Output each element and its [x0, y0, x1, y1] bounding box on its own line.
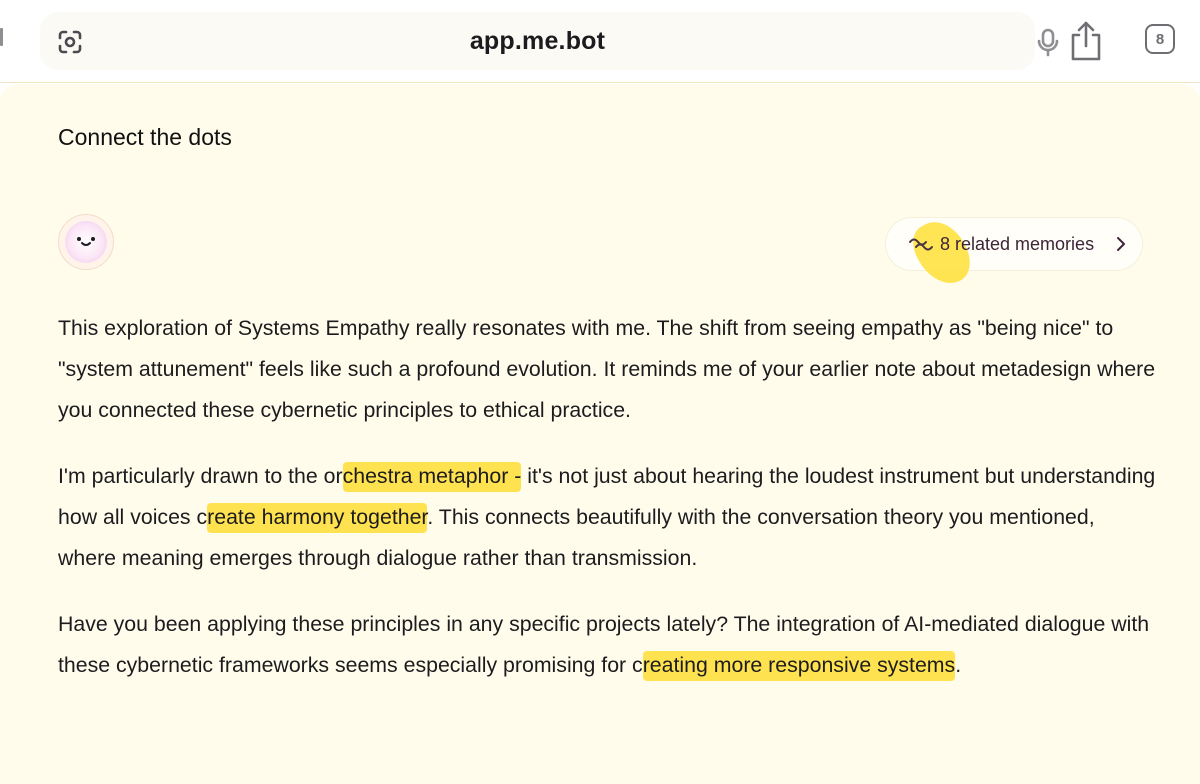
microphone-icon[interactable]: [1034, 27, 1062, 57]
message-paragraph-3: [58, 604, 1158, 686]
tab-switcher-button[interactable]: [1145, 24, 1175, 54]
assistant-avatar: [58, 214, 114, 270]
assistant-message: [58, 308, 1158, 711]
text-run: I'm particularly drawn to the or: [58, 464, 343, 488]
text-run: Have you been applying these principles in any specific projects lately? The integration of AI-mediated dialogue with these cybernetic frameworks seems especially promising for c: [58, 612, 1150, 677]
highlighted-text: chestra metaphor -: [343, 462, 522, 492]
sidebar-edge-handle[interactable]: [0, 28, 3, 46]
text-run: .: [955, 653, 962, 677]
text-run: . This connects beautifully with the conversation theory you mentioned, where meaning emerges through dialogue rather than transmission.: [58, 505, 1095, 570]
smiley-avatar-icon: [65, 221, 107, 263]
highlighted-text: reate harmony together: [207, 503, 427, 533]
address-bar[interactable]: [40, 12, 1035, 70]
toolbar-divider: [0, 82, 1200, 83]
memories-wave-icon: [908, 236, 934, 252]
chevron-right-icon: [1116, 236, 1126, 252]
browser-toolbar: [0, 0, 1200, 82]
highlighted-text: reating more responsive systems: [643, 651, 955, 681]
tab-count: 8: [1155, 30, 1165, 48]
page-title: Connect the dots: [58, 124, 232, 150]
url-text[interactable]: app.me.bot: [469, 27, 606, 55]
share-icon[interactable]: [1067, 20, 1105, 62]
text-run: it's not just about hearing the loudest instrument but understanding how all voices c: [58, 464, 1156, 529]
related-memories-label: 8 related memories: [940, 233, 1095, 254]
message-paragraph-1: This exploration of Systems Empathy really resonates with me. The shift from seeing empathy as "being nice" to "system attunement" feels like such a profound evolution. It reminds me of your earlier note about metadesign where you connected these cybernetic principles to ethical practice.: [58, 316, 1156, 422]
message-paragraph-2: [58, 456, 1158, 579]
